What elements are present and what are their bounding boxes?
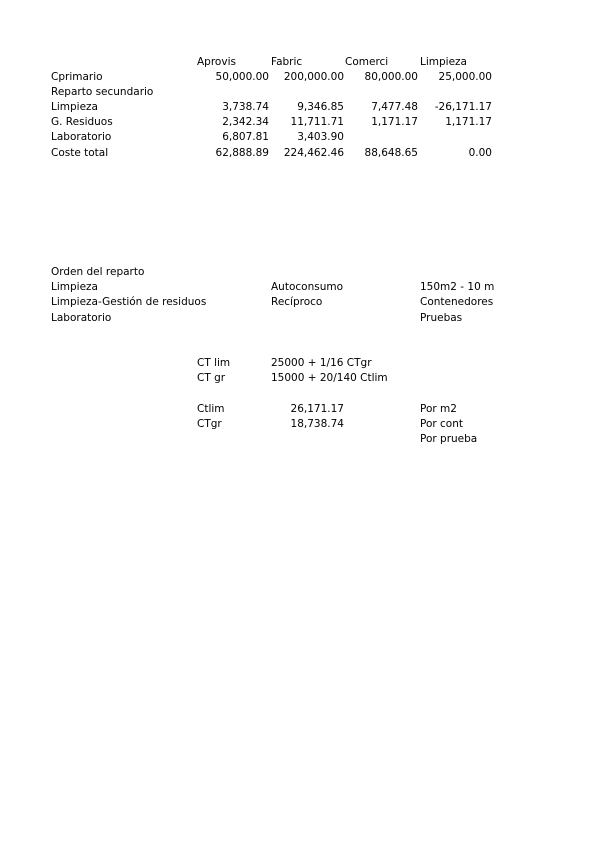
result-unit: Por cont — [420, 418, 464, 430]
distribution-type: Recíproco — [271, 296, 323, 308]
table-cell: -26,171.17 — [434, 101, 492, 113]
result-label: CTgr — [197, 418, 222, 430]
row-label-reparto-secundario: Reparto secundario — [51, 86, 154, 98]
table-cell: 3,738.74 — [222, 101, 269, 113]
distribution-basis: Contenedores — [420, 296, 494, 308]
table-cell: 88,648.65 — [364, 147, 418, 159]
distribution-name: Laboratorio — [51, 312, 112, 324]
column-header-aprovis: Aprovis — [197, 56, 236, 68]
column-header-fabric: Fabric — [271, 56, 303, 68]
equation-expression: 15000 + 20/140 Ctlim — [271, 372, 388, 384]
table-cell: 1,171.17 — [371, 116, 418, 128]
row-label-laboratorio: Laboratorio — [51, 131, 112, 143]
distribution-type — [271, 311, 419, 326]
table-cell: 3,403.90 — [297, 131, 344, 143]
table-cell: 50,000.00 — [215, 71, 269, 83]
equation-label: CT gr — [197, 372, 226, 384]
row-label-limpieza: Limpieza — [51, 101, 98, 113]
distribution-name: Limpieza-Gestión de residuos — [51, 296, 207, 308]
result-label: Ctlim — [197, 403, 225, 415]
result-value: 26,171.17 — [290, 403, 344, 415]
row-label-g-residuos: G. Residuos — [51, 116, 113, 128]
equation-expression: 25000 + 1/16 CTgr — [271, 357, 372, 369]
result-unit: Por prueba — [420, 433, 478, 445]
distribution-name: Limpieza — [51, 281, 98, 293]
table-cell: 25,000.00 — [438, 71, 492, 83]
table-cell: 1,171.17 — [445, 116, 492, 128]
table-cell: 11,711.71 — [290, 116, 344, 128]
distribution-type: Autoconsumo — [271, 281, 344, 293]
table-cell: 200,000.00 — [283, 71, 344, 83]
row-label-cprimario: Cprimario — [51, 71, 103, 83]
column-header-limpieza: Limpieza — [420, 56, 467, 68]
distribution-basis: Pruebas — [420, 312, 463, 324]
result-unit: Por m2 — [420, 403, 457, 415]
distribution-order-title: Orden del reparto — [51, 266, 145, 278]
table-cell: 6,807.81 — [222, 131, 269, 143]
table-cell: 7,477.48 — [371, 101, 418, 113]
table-cell: 62,888.89 — [215, 147, 269, 159]
column-header-comerci: Comerci — [345, 56, 389, 68]
table-cell: 0.00 — [468, 147, 492, 159]
table-cell: 9,346.85 — [297, 101, 344, 113]
distribution-basis: 150m2 - 10 m — [420, 281, 495, 293]
table-cell: 2,342.34 — [222, 116, 269, 128]
table-cell: 224,462.46 — [283, 147, 344, 159]
equation-label: CT lim — [197, 357, 231, 369]
row-label-coste-total: Coste total — [51, 147, 109, 159]
result-value: 18,738.74 — [290, 418, 344, 430]
table-cell: 80,000.00 — [364, 71, 418, 83]
